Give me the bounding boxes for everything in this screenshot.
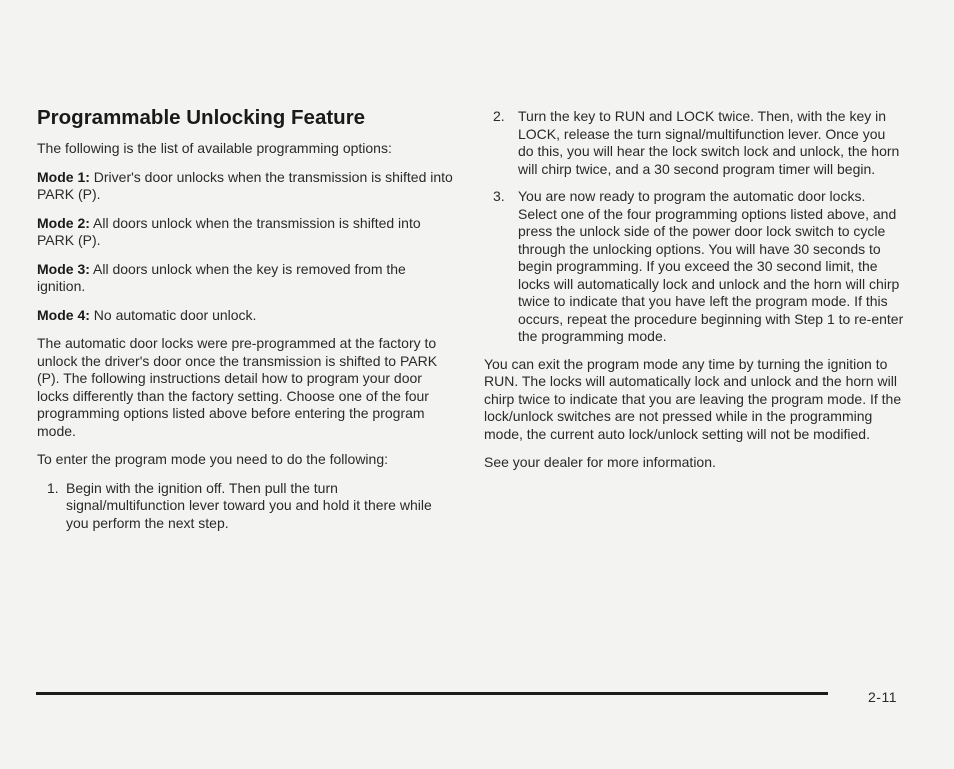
footer-rule <box>36 692 828 695</box>
step-1-number: 1. <box>47 479 59 496</box>
steps-list-right <box>484 108 904 346</box>
mode-1-text: Driver's door unlocks when the transmission is shifted into PARK (P). <box>37 168 453 202</box>
mode-4-item <box>37 307 457 325</box>
dealer-paragraph: See your dealer for more information. <box>484 454 716 470</box>
step-3-text: You are now ready to program the automatic door locks. Select one of the four programming options listed above, and press the unlock side of the power door lock switch to cycle through the unlocking options. You will have 30 seconds to begin programming. If you exceed the 30 second limit, the locks will automatically lock and unlock and the horn will chirp twice to indicate that you have left the program mode. If this occurs, repeat the procedure beginning with Step 1 to re-enter the programming mode. <box>518 188 904 344</box>
step-2-text: Turn the key to RUN and LOCK twice. Then, with the key in LOCK, release the turn signal/multifunction lever. Once you do this, you will hear the lock switch lock and unlock, the horn will chirp twice, and a 30 second program timer will begin. <box>518 108 900 177</box>
mode-3-label: Mode 3: <box>37 260 90 277</box>
mode-4-label: Mode 4: <box>37 306 90 323</box>
page-number: 2-11 <box>868 689 897 705</box>
left-column <box>37 106 457 542</box>
intro-paragraph: The following is the list of available programming options: <box>37 140 392 156</box>
exit-program-paragraph: You can exit the program mode any time by turning the ignition to RUN. The locks will automatically lock and unlock and the horn will chirp twice to indicate that you are leaving the program mode. If the lock/unlock switches are not pressed while in the programming mode, the current auto lock/unlock setting will not be modified. <box>484 355 902 442</box>
mode-3-item <box>37 261 457 296</box>
right-column <box>484 108 904 483</box>
mode-4-text: No automatic door unlock. <box>93 306 257 323</box>
step-3 <box>484 188 904 346</box>
section-heading: Programmable Unlocking Feature <box>37 106 366 129</box>
mode-3-text: All doors unlock when the key is removed from the ignition. <box>37 260 406 294</box>
mode-1-label: Mode 1: <box>37 168 90 185</box>
mode-2-item <box>37 215 457 250</box>
step-2-number: 2. <box>493 108 505 124</box>
steps-list-left <box>37 480 457 533</box>
enter-program-paragraph: To enter the program mode you need to do the following: <box>37 451 388 467</box>
mode-2-text: All doors unlock when the transmission is shifted into PARK (P). <box>37 214 421 248</box>
mode-2-label: Mode 2: <box>37 214 90 231</box>
step-1-text: Begin with the ignition off. Then pull the turn signal/multifunction lever toward you and hold it there while you perform the next step. <box>66 479 432 531</box>
step-2 <box>484 108 904 178</box>
mode-1-item <box>37 169 457 204</box>
step-3-number: 3. <box>493 188 505 204</box>
preprogrammed-paragraph: The automatic door locks were pre-programmed at the factory to unlock the driver's door once the transmission is shifted to PARK (P). The following instructions detail how to program your door locks differently than the factory setting. Choose one of the four programming options listed above before entering the program mode. <box>37 335 438 439</box>
step-1 <box>37 480 457 533</box>
